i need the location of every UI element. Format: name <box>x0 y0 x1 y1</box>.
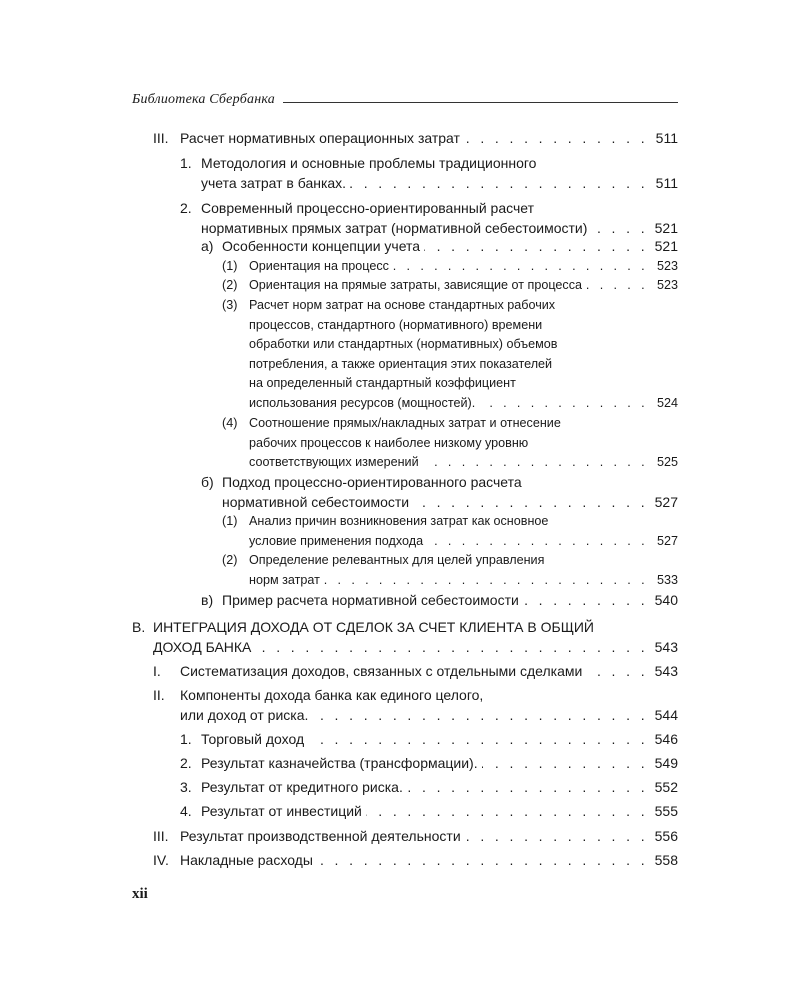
toc-entry-text: рабочих процессов к наиболее низкому уровню <box>249 435 529 450</box>
toc-entry-text: Результат от инвестиций <box>201 803 362 819</box>
dot-leader <box>523 590 648 610</box>
toc-page-number: 549 <box>654 755 678 771</box>
toc-page-number: 543 <box>654 663 678 679</box>
toc-entry[interactable] <box>153 850 678 870</box>
toc-page-number: 523 <box>656 278 678 292</box>
toc-entry-number: а) <box>201 238 214 254</box>
toc-entry[interactable] <box>222 276 678 296</box>
toc-entry-text: Систематизация доходов, связанных с отдельными сделками <box>180 663 583 679</box>
toc-page-number: 546 <box>654 731 678 747</box>
toc-entry-text: ДОХОД БАНКА <box>153 639 252 655</box>
toc-entry-number: 2. <box>180 200 192 216</box>
toc-entry-text: Методология и основные проблемы традиционного <box>201 155 537 171</box>
toc-entry-text: Расчет норм затрат на основе стандартных рабочих <box>249 298 556 312</box>
toc-page-number: 533 <box>656 572 678 587</box>
toc-entry-number: (4) <box>222 416 238 430</box>
toc-entry-number: (2) <box>222 553 238 567</box>
toc-entry[interactable] <box>222 296 678 414</box>
toc-entry-text: ИНТЕГРАЦИЯ ДОХОДА ОТ СДЕЛОК ЗА СЧЕТ КЛИЕНТА В ОБЩИЙ <box>153 619 594 635</box>
toc-entry[interactable] <box>201 590 678 610</box>
toc-entry-text: Результат производственной деятельности <box>180 828 461 844</box>
toc-entry-text: Результат казначейства (трансформации). <box>201 755 478 771</box>
toc-entry-text: Определение релевантных для целей управления <box>249 553 545 567</box>
toc-entry-number: III. <box>153 828 169 844</box>
toc-entry[interactable] <box>153 826 678 846</box>
dot-leader <box>393 257 648 277</box>
toc-entry-number: 1. <box>180 155 192 171</box>
dot-leader <box>324 571 648 591</box>
dot-leader <box>479 394 648 414</box>
toc-entry-text: соответствующих измерений <box>249 455 419 470</box>
toc-page-number: 555 <box>654 803 678 819</box>
dot-leader <box>427 532 648 552</box>
dot-leader <box>424 236 648 256</box>
toc-entry-number: 2. <box>180 755 192 771</box>
toc-entry-text: Пример расчета нормативной себестоимости <box>222 592 519 608</box>
toc-entry-text: норм затрат <box>249 572 320 587</box>
toc-entry[interactable] <box>180 777 678 797</box>
toc-entry[interactable] <box>180 153 678 193</box>
dot-leader <box>312 705 648 725</box>
toc-entry-text: Компоненты дохода банка как единого целого, <box>180 687 484 703</box>
toc-entry-text: нормативной себестоимости <box>222 494 410 510</box>
dot-leader <box>591 218 648 238</box>
toc-page-number: 521 <box>654 220 678 236</box>
toc-entry-number: II. <box>153 687 165 703</box>
toc-entry-text: Ориентация на процесс <box>249 259 389 273</box>
dot-leader <box>423 453 648 473</box>
toc-entry[interactable] <box>201 236 678 256</box>
dot-leader <box>413 492 648 512</box>
dot-leader <box>465 826 648 846</box>
toc-entry-text: обработки или стандартных (нормативных) объемов <box>249 337 558 352</box>
toc-entry[interactable] <box>222 414 678 473</box>
toc-entry-text: потребления, а также ориентация этих показателей <box>249 356 553 371</box>
toc-entry-text: процессов, стандартного (нормативного) времени <box>249 317 543 332</box>
toc-entry-text: учета затрат в банках. <box>201 175 347 191</box>
toc-page-number: 556 <box>654 828 678 844</box>
dot-leader <box>308 729 648 749</box>
toc-entry-number: I. <box>153 663 161 679</box>
toc-page-number: 527 <box>654 494 678 510</box>
toc-entry-number: 1. <box>180 731 192 747</box>
dot-leader <box>407 777 648 797</box>
toc-entry-text: условие применения подхода <box>249 533 424 548</box>
toc-entry-number: (1) <box>222 259 238 273</box>
toc-page-number: 511 <box>655 175 678 191</box>
page-number: xii <box>132 886 148 902</box>
dot-leader <box>317 850 648 870</box>
toc-entry[interactable] <box>180 753 678 773</box>
dot-leader <box>482 753 648 773</box>
dot-leader <box>464 128 648 148</box>
toc-entry-number: б) <box>201 474 214 490</box>
toc-entry[interactable] <box>180 729 678 749</box>
toc-entry[interactable] <box>180 801 678 821</box>
toc-entry[interactable] <box>153 128 678 148</box>
toc-page-number: 543 <box>654 639 678 655</box>
toc-page-number: 544 <box>654 707 678 723</box>
toc-entry-number: (2) <box>222 278 238 292</box>
toc-page-number: 521 <box>654 238 678 254</box>
toc-entry-number: III. <box>153 130 169 146</box>
toc-entry-number: В. <box>132 619 146 635</box>
toc-page-number: 523 <box>656 259 678 273</box>
toc-entry-number: (3) <box>222 298 238 312</box>
toc-entry-text: Расчет нормативных операционных затрат <box>180 130 460 146</box>
toc-entry[interactable] <box>153 661 678 681</box>
toc-page-number: 552 <box>654 779 678 795</box>
toc-entry-text: использования ресурсов (мощностей). <box>249 395 476 410</box>
dot-leader <box>350 173 648 193</box>
toc-entry-text: Анализ причин возникновения затрат как основное <box>249 514 549 528</box>
toc-entry-number: 4. <box>180 803 192 819</box>
toc-page-number: 540 <box>654 592 678 608</box>
toc-entry-number: (1) <box>222 514 238 528</box>
toc-entry-text: Соотношение прямых/накладных затрат и отнесение <box>249 416 561 430</box>
toc-entry-number: в) <box>201 592 214 608</box>
toc-page-number: 527 <box>656 533 678 548</box>
toc-entry-text: или доход от риска. <box>180 707 309 723</box>
toc-entry[interactable] <box>222 551 678 590</box>
dot-leader <box>586 661 648 681</box>
toc-page-number: 511 <box>655 130 678 146</box>
dot-leader <box>586 276 648 296</box>
toc-entry-number: IV. <box>153 852 169 868</box>
toc-entry-text: Результат от кредитного риска. <box>201 779 403 795</box>
dot-leader <box>366 801 648 821</box>
header-title: Библиотека Сбербанка <box>132 92 275 107</box>
toc-page-number: 524 <box>656 395 678 410</box>
toc-entry[interactable] <box>153 685 678 725</box>
toc-page-number: 558 <box>654 852 678 868</box>
dot-leader <box>255 637 648 657</box>
toc-entry-text: Торговый доход <box>201 731 305 747</box>
toc-entry-text: Ориентация на прямые затраты, зависящие от процесса <box>249 278 582 292</box>
toc-page-number: 525 <box>656 455 678 470</box>
toc-entry[interactable] <box>180 198 678 238</box>
toc-entry-text: Подход процессно-ориентированного расчета <box>222 474 522 490</box>
toc-entry[interactable] <box>222 512 678 551</box>
toc-entry[interactable] <box>132 617 678 657</box>
toc-entry-text: на определенный стандартный коэффициент <box>249 376 516 391</box>
toc-entry[interactable] <box>222 257 678 277</box>
toc-entry[interactable] <box>201 472 678 512</box>
toc-entry-text: нормативных прямых затрат (нормативной себестоимости) <box>201 220 588 236</box>
toc-entry-text: Накладные расходы <box>180 852 313 868</box>
toc-entry-number: 3. <box>180 779 192 795</box>
toc-entry-text: Особенности концепции учета <box>222 238 421 254</box>
toc-entry-text: Современный процессно-ориентированный расчет <box>201 200 534 216</box>
